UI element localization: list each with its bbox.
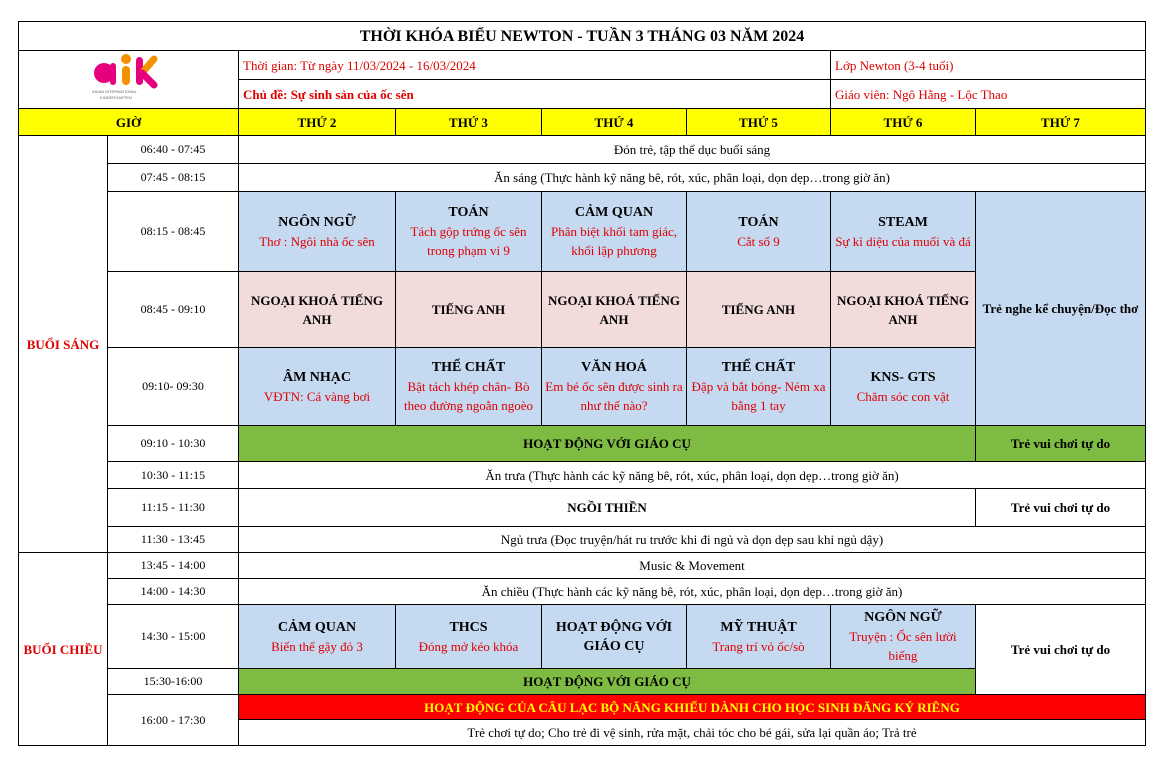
lesson-cell: NGOẠI KHOÁ TIẾNG ANH (831, 272, 976, 348)
table-row (19, 553, 1146, 579)
table-row (19, 462, 1146, 489)
activity-cell: HOẠT ĐỘNG VỚI GIÁO CỤ (239, 669, 976, 695)
activity-cell: Ăn sáng (Thực hành kỹ năng bê, rót, xúc, phân loại, dọn dẹp…trong giờ ăn) (239, 164, 1146, 192)
table-row (19, 136, 1146, 164)
lesson-cell: NGOẠI KHOÁ TIẾNG ANH (542, 272, 687, 348)
lesson-subject: TOÁN (738, 214, 779, 230)
table-row (19, 527, 1146, 553)
aik-logo-icon (84, 51, 174, 103)
page-title: THỜI KHÓA BIỂU NEWTON - TUẦN 3 THÁNG 03 NĂM 2024 (19, 22, 1146, 51)
lesson-desc: Thơ : Ngôi nhà ốc sên (259, 233, 375, 249)
lesson-cell (239, 605, 396, 669)
time-slot: 06:40 - 07:45 (108, 136, 239, 164)
lesson-subject: MỸ THUẬT (720, 619, 797, 635)
time-slot: 08:45 - 09:10 (108, 272, 239, 348)
lesson-cell (239, 348, 396, 426)
activity-cell: Music & Movement (239, 553, 1146, 579)
activity-cell: Ăn chiều (Thực hành các kỹ năng bê, rót, xúc, phân loại, dọn dẹp…trong giờ ăn) (239, 579, 1146, 605)
table-row (19, 605, 1146, 669)
lesson-cell (831, 348, 976, 426)
timetable-sheet (18, 21, 1145, 758)
lesson-desc: Truyện : Ốc sên lười biếng (849, 629, 957, 663)
lesson-cell: TIẾNG ANH (687, 272, 831, 348)
lesson-subject: STEAM (878, 214, 928, 230)
time-slot: 09:10 - 10:30 (108, 426, 239, 462)
session-morning: BUỔI SÁNG (19, 136, 108, 553)
lesson-cell (687, 192, 831, 272)
lesson-cell: NGOẠI KHOÁ TIẾNG ANH (239, 272, 396, 348)
lesson-subject: THỂ CHẤT (721, 360, 796, 375)
saturday-free-play-cell: Trẻ vui chơi tự do (976, 426, 1146, 462)
table-row (19, 489, 1146, 527)
lesson-subject: THCS (449, 619, 488, 635)
lesson-subject: HOẠT ĐỘNG VỚI GIÁO CỤ (555, 619, 673, 654)
time-slot: 11:30 - 13:45 (108, 527, 239, 553)
activity-cell: Ăn trưa (Thực hành các kỹ năng bê, rót, xúc, phân loại, dọn dẹp…trong giờ ăn) (239, 462, 1146, 489)
lesson-desc: Trang trí vỏ ốc/sò (712, 638, 805, 654)
info-time: Thời gian: Từ ngày 11/03/2024 - 16/03/2024 (239, 51, 831, 80)
time-slot: 14:00 - 14:30 (108, 579, 239, 605)
header-day-thu: THỨ 5 (687, 109, 831, 136)
time-slot: 07:45 - 08:15 (108, 164, 239, 192)
table-row (19, 695, 1146, 720)
lesson-desc: Đóng mở kéo khóa (418, 638, 519, 654)
header-day-wed: THỨ 4 (542, 109, 687, 136)
time-slot: 10:30 - 11:15 (108, 462, 239, 489)
lesson-subject: ÂM NHẠC (282, 369, 352, 385)
lesson-desc: Phân biệt khối tam giác, khối lập phương (550, 224, 677, 258)
activity-cell: Ngủ trưa (Đọc truyện/hát ru trước khi đi ngủ và dọn dẹp sau khi ngủ dậy) (239, 527, 1146, 553)
table-row (19, 426, 1146, 462)
time-slot: 16:00 - 17:30 (108, 695, 239, 746)
time-slot: 15:30-16:00 (108, 669, 239, 695)
club-activity-banner: HOẠT ĐỘNG CỦA CÂU LẠC BỘ NĂNG KHIẾU DÀNH CHO HỌC SINH ĐĂNG KÝ RIÊNG (239, 695, 1146, 720)
lesson-cell (687, 348, 831, 426)
time-slot: 09:10- 09:30 (108, 348, 239, 426)
lesson-subject: CẢM QUAN (574, 205, 654, 220)
header-gio: GIỜ (19, 109, 239, 136)
info-class: Lớp Newton (3-4 tuổi) (831, 51, 1146, 80)
lesson-subject: CẢM QUAN (277, 619, 357, 635)
info-teacher: Giáo viên: Ngô Hằng - Lộc Thao (831, 80, 1146, 109)
lesson-desc: Chăm sóc con vật (856, 388, 950, 404)
logo-tagline-1: ASIAN INTERNATIONAL (91, 89, 137, 94)
time-slot: 14:30 - 15:00 (108, 605, 239, 669)
lesson-desc: Tách gộp trứng ốc sên trong phạm vi 9 (410, 224, 527, 258)
activity-cell: Đón trẻ, tập thể dục buổi sáng (239, 136, 1146, 164)
saturday-free-play-cell: Trẻ vui chơi tự do (976, 489, 1146, 527)
table-row (19, 192, 1146, 272)
lesson-desc: VĐTN: Cá vàng bơi (263, 388, 371, 404)
lesson-cell (542, 348, 687, 426)
table-row (19, 579, 1146, 605)
lesson-desc: Biến thể gậy đỏ 3 (271, 638, 363, 654)
saturday-story-cell: Trẻ nghe kể chuyện/Đọc thơ (976, 192, 1146, 426)
lesson-subject: TOÁN (448, 205, 489, 220)
activity-cell: HOẠT ĐỘNG VỚI GIÁO CỤ (239, 426, 976, 462)
lesson-subject: KNS- GTS (870, 369, 936, 385)
lesson-cell (831, 605, 976, 669)
lesson-cell (687, 605, 831, 669)
activity-cell: NGỒI THIỀN (239, 489, 976, 527)
lesson-desc: Cắt số 9 (737, 233, 780, 249)
time-slot: 11:15 - 11:30 (108, 489, 239, 527)
header-day-fri: THỨ 6 (831, 109, 976, 136)
saturday-free-play-cell: Trẻ vui chơi tự do (976, 605, 1146, 695)
time-slot: 08:15 - 08:45 (108, 192, 239, 272)
lesson-desc: Bật tách khép chân- Bò theo đường ngoằn ngoèo (403, 379, 534, 413)
timetable (18, 21, 1146, 746)
lesson-cell (396, 192, 542, 272)
logo-tagline-2: KINDERGARTEN (99, 95, 132, 100)
lesson-cell (396, 605, 542, 669)
lesson-cell: TIẾNG ANH (396, 272, 542, 348)
time-slot: 13:45 - 14:00 (108, 553, 239, 579)
info-topic: Chủ đề: Sự sinh sản của ốc sên (239, 80, 831, 109)
header-day-tue: THỨ 3 (396, 109, 542, 136)
lesson-subject: VĂN HOÁ (581, 360, 647, 375)
header-row (19, 109, 1146, 136)
table-row (19, 164, 1146, 192)
lesson-desc: Đập và bắt bóng- Ném xa bằng 1 tay (691, 379, 826, 413)
lesson-cell (542, 192, 687, 272)
header-day-sat: THỨ 7 (976, 109, 1146, 136)
lesson-cell (396, 348, 542, 426)
lesson-desc: Em bé ốc sên được sinh ra như thế nào? (545, 379, 683, 413)
session-afternoon: BUỔI CHIỀU (19, 553, 108, 746)
logo-cell (19, 51, 239, 109)
lesson-desc: Sự kì diệu của muối và đá (835, 233, 971, 249)
lesson-subject: NGÔN NGỮ (864, 610, 942, 625)
lesson-cell (239, 192, 396, 272)
lesson-cell (831, 192, 976, 272)
lesson-cell (542, 605, 687, 669)
lesson-subject: NGÔN NGỮ (278, 214, 356, 230)
header-day-mon: THỨ 2 (239, 109, 396, 136)
activity-cell: Trẻ chơi tự do; Cho trẻ đi vệ sinh, rửa mặt, chải tóc cho bé gái, sửa lại quần áo; Trả trẻ (239, 720, 1146, 746)
lesson-subject: THỂ CHẤT (431, 360, 506, 375)
